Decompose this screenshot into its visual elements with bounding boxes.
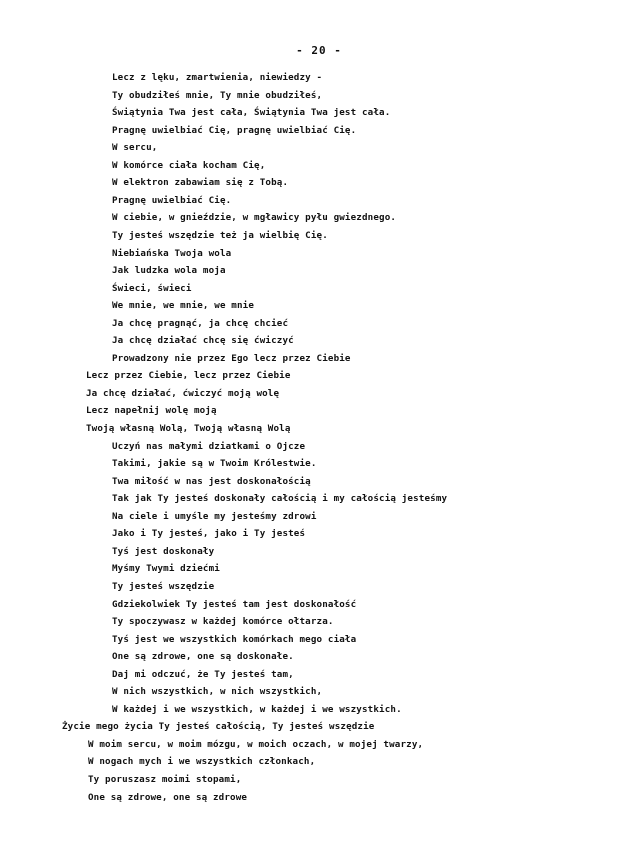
poem-line: Pragnę uwielbiać Cię. <box>112 195 232 206</box>
poem-line: W komórce ciała kocham Cię, <box>112 160 266 171</box>
poem-line: W ciebie, w gnieździe, w mgławicy pyłu gwiezdnego. <box>112 212 397 223</box>
poem-line: Takimi, jakie są w Twoim Królestwie. <box>112 458 317 469</box>
poem-line: Daj mi odczuć, że Ty jesteś tam, <box>112 669 294 680</box>
poem-line: Tyś jest doskonały <box>112 546 215 557</box>
poem-line: One są zdrowe, one są doskonałe. <box>112 651 294 662</box>
poem-line: W elektron zabawiam się z Tobą. <box>112 177 289 188</box>
poem-line: We mnie, we mnie, we mnie <box>112 300 255 311</box>
poem-line: Jako i Ty jesteś, jako i Ty jesteś <box>112 528 306 539</box>
poem-line: Lecz napełnij wolę moją <box>86 405 217 416</box>
poem-line: Jak ludzka wola moja <box>112 265 226 276</box>
poem-line: Świeci, świeci <box>112 283 192 294</box>
poem-line: Lecz z lęku, zmartwienia, niewiedzy - <box>112 72 323 83</box>
poem-line: W nogach mych i we wszystkich członkach, <box>88 756 316 767</box>
poem-line: Życie mego życia Ty jesteś całością, Ty jesteś wszędzie <box>62 721 375 732</box>
poem-line: W każdej i we wszystkich, w każdej i we wszystkich. <box>112 704 402 715</box>
poem-line: Na ciele i umyśle my jesteśmy zdrowi <box>112 511 317 522</box>
poem-line: Prowadzony nie przez Ego lecz przez Ciebie <box>112 353 351 364</box>
poem-line: Twa miłość w nas jest doskonałością <box>112 476 311 487</box>
poem-line: Myśmy Twymi dziećmi <box>112 563 220 574</box>
poem-line: W nich wszystkich, w nich wszystkich, <box>112 686 323 697</box>
poem-line: Uczyń nas małymi dziatkami o Ojcze <box>112 441 306 452</box>
poem-line: Ja chcę działać chcę się ćwiczyć <box>112 335 294 346</box>
poem-line: Ty jesteś wszędzie też ja wielbię Cię. <box>112 230 328 241</box>
poem-line: Ty obudziłeś mnie, Ty mnie obudziłeś, <box>112 90 323 101</box>
poem-line: W moim sercu, w moim mózgu, w moich oczach, w mojej twarzy, <box>88 739 424 750</box>
poem-line: Ja chcę działać, ćwiczyć moją wolę <box>86 388 280 399</box>
poem-line: Ty jesteś wszędzie <box>112 581 215 592</box>
poem-line: Twoją własną Wolą, Twoją własną Wolą <box>86 423 291 434</box>
poem-line: Ty poruszasz moimi stopami, <box>88 774 242 785</box>
poem-line: Niebiańska Twoja wola <box>112 248 232 259</box>
poem-line: Lecz przez Ciebie, lecz przez Ciebie <box>86 370 291 381</box>
poem-line: One są zdrowe, one są zdrowe <box>88 792 248 803</box>
poem-line: Tak jak Ty jesteś doskonały całością i my całością jesteśmy <box>112 493 448 504</box>
page-number: - 20 - <box>296 44 342 57</box>
poem-line: Pragnę uwielbiać Cię, pragnę uwielbiać Cię. <box>112 125 357 136</box>
poem-line: Świątynia Twa jest cała, Świątynia Twa jest cała. <box>112 107 391 118</box>
poem-line: Gdziekolwiek Ty jesteś tam jest doskonałość <box>112 599 357 610</box>
poem-line: Ty spoczywasz w każdej komórce ołtarza. <box>112 616 334 627</box>
poem-line: W sercu, <box>112 142 158 153</box>
poem-line: Tyś jest we wszystkich komórkach mego ciała <box>112 634 357 645</box>
poem-line: Ja chcę pragnąć, ja chcę chcieć <box>112 318 289 329</box>
